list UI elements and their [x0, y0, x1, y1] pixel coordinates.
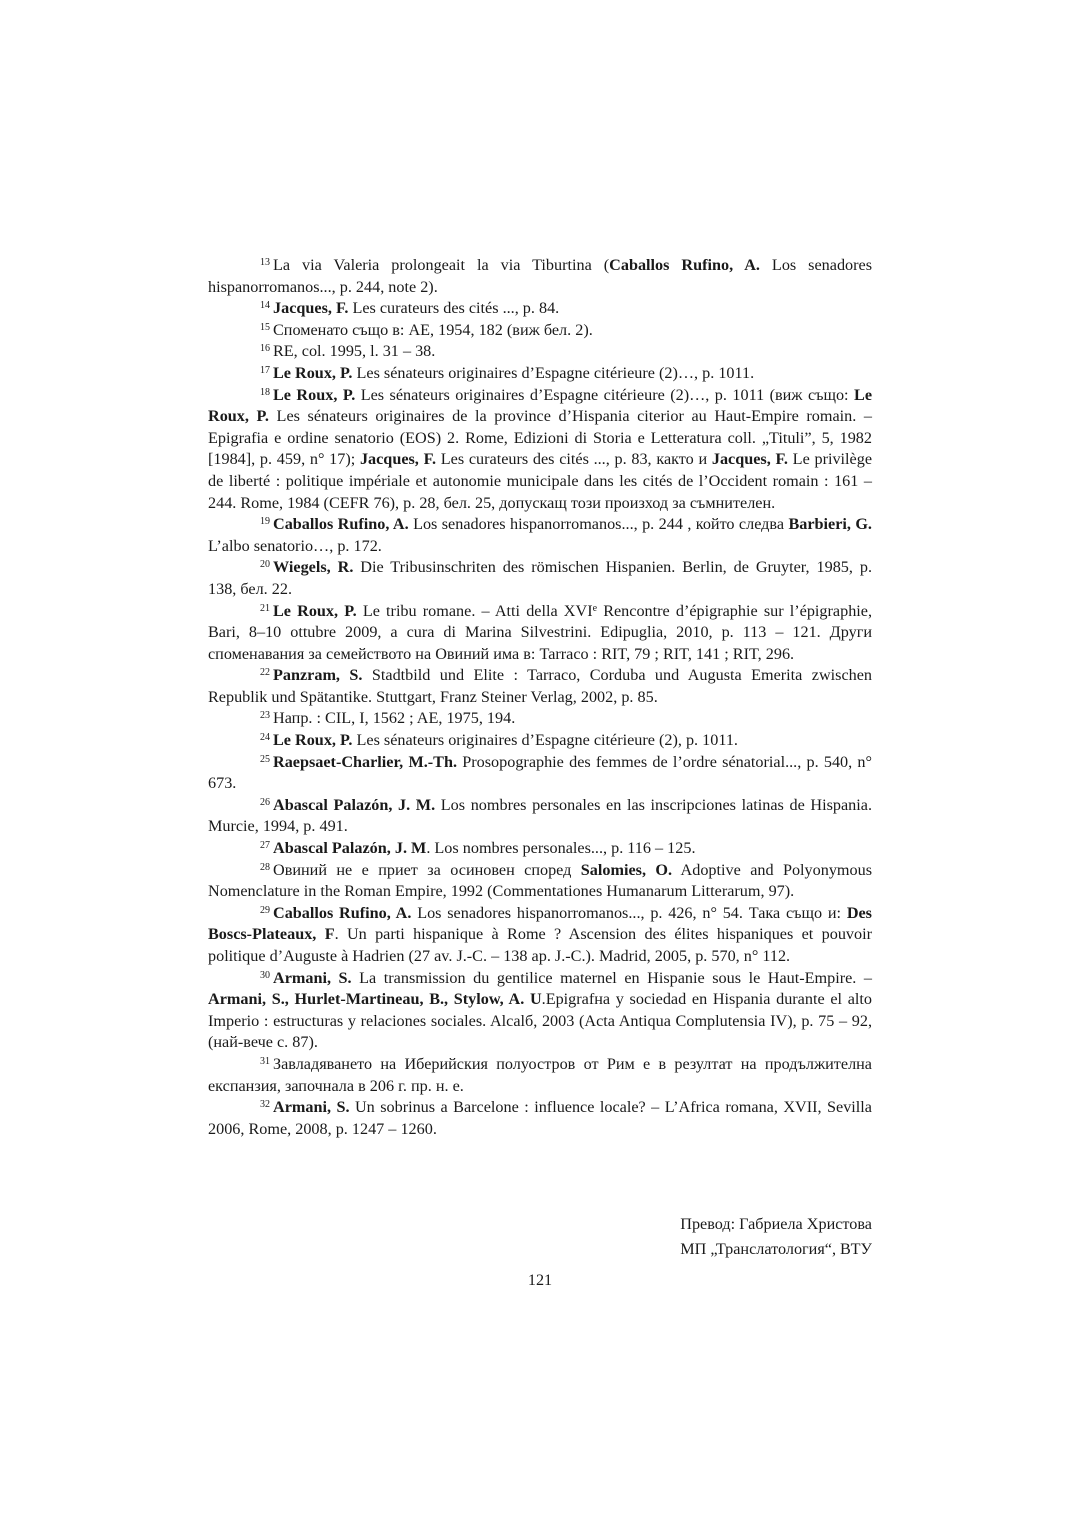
footnote-number: 30	[260, 969, 270, 981]
footnote-text: Споменато също в: AE, 1954, 182 (виж бел. 2).	[273, 320, 593, 339]
footnote	[208, 320, 872, 342]
footnote-number: 21	[260, 602, 270, 614]
footnote-number: 20	[260, 559, 270, 571]
footnote	[208, 1097, 872, 1140]
footnote-text: Овиний не е приет за осиновен според	[273, 860, 581, 879]
footnote-number: 27	[260, 840, 270, 852]
footnote-number: 16	[260, 343, 270, 355]
footnote-text: Rencontre d’épigraphie sur l’épigraphie, Bari, 8–10 ottubre 2009, a cura di Marina Silvestrini. Edipuglia, 2010, p. 113 – 121. Други споменавания за семейството на Овиний има в: Tarraco : RIT, 79 ; RIT, 141 ; RIT, 296.	[208, 601, 873, 663]
footnote-text: Напр. : CIL, I, 1562 ; AE, 1975, 194.	[273, 709, 516, 728]
footnote-text: Stadtbild und Elite : Tarraco, Corduba und Augusta Emerita zwischen Republik und Spätantike. Stuttgart, Franz Steiner Verlag, 2002, p. 85.	[208, 666, 873, 706]
footnote-text: Le privilège de liberté : politique impériale et autonomie municipale dans les cités de l’Occident romain : 161 – 244. Rome, 1984 (CEFR 76), p. 28, бел. 25, допускащ този произход за съмнителен.	[208, 450, 873, 512]
footnote	[208, 341, 872, 363]
footnote	[208, 903, 872, 968]
footnote-text: Le tribu romane. – Atti della XVI	[356, 601, 593, 620]
footnote	[208, 255, 872, 298]
footnote-number: 23	[260, 710, 270, 722]
footnote	[208, 860, 872, 903]
footnote-author: Jacques, F.	[711, 450, 788, 469]
footnote-text: Les curateurs des cités ..., p. 84.	[348, 299, 560, 318]
footnote-text: Los senadores hispanorromanos..., p. 244 , който следва	[408, 515, 789, 534]
footnote-author: Le Roux, P.	[273, 731, 353, 750]
footnote-text: Prosopographie des femmes de l’ordre sénatorial..., p. 540, n° 673.	[208, 752, 872, 793]
footnote-number: 25	[260, 753, 270, 765]
footnote	[208, 968, 872, 1054]
footnote-text: Les sénateurs originaires d’Espagne citérieure (2)…, p. 1011 (виж също:	[355, 385, 855, 404]
footnote-author: Le Roux, P.	[273, 385, 356, 404]
footnote-author: Caballos Rufino, A.	[273, 515, 409, 534]
footnotes	[208, 255, 872, 1140]
footnote-number: 15	[260, 321, 270, 333]
footnote	[208, 708, 872, 730]
footnote-author: Armani, S., Hurlet-Martineau, B., Stylow, A. U	[208, 990, 542, 1009]
footnote	[208, 363, 872, 385]
footnote-author: Armani, S.	[273, 1098, 350, 1117]
footnote-text: . Los nombres personales..., p. 116 – 125.	[426, 839, 696, 858]
footnote-number: 19	[260, 516, 270, 528]
footnote-author: Panzram, S.	[273, 666, 363, 685]
footnote-author: Le Roux, P.	[208, 385, 872, 426]
footnote-text: La via Valeria prolongeait la via Tiburtina (	[273, 256, 610, 274]
footnote	[208, 385, 872, 515]
footnote-author: Raepsaet-Charlier, M.-Th.	[273, 752, 458, 771]
footnote	[208, 838, 872, 860]
footnote-text: Un sobrinus a Barcelone : influence locale? – L’Africa romana, XVII, Sevilla 2006, Rome, 2008, p. 1247 – 1260.	[208, 1098, 872, 1138]
footnote-text: Die Tribusinschriten des römischen Hispanien. Berlin, de Gruyter, 1985, p. 138, бел. 22.	[208, 558, 873, 598]
footnote-author: Caballos Rufino, A.	[609, 256, 760, 274]
footnote-text: e	[592, 602, 598, 614]
footnote-author: Armani, S.	[273, 968, 352, 987]
footnote-text: RE, col. 1995, l. 31 – 38.	[273, 342, 436, 361]
footnote-number: 32	[260, 1099, 270, 1111]
footnote	[208, 730, 872, 752]
footnote	[208, 514, 872, 557]
footnote-text: La transmission du gentilice maternel en Hispanie sous le Haut-Empire. –	[351, 968, 872, 987]
footnote-text: Les sénateurs originaires d’Espagne citérieure (2)…, p. 1011.	[352, 363, 755, 382]
translator-name: Превод: Габриела Христова	[680, 1215, 872, 1233]
footnote	[208, 601, 872, 666]
footnote	[208, 557, 872, 600]
footnote-number: 14	[260, 300, 270, 312]
footnote-text: . Un parti hispanique à Rome ? Ascension des élites hispaniques et pouvoir politique d’Auguste à Hadrien (27 av. J.-C. – 138 ap. J.-C.). Madrid, 2005, p. 570, n° 112.	[208, 925, 872, 965]
footnote-number: 24	[260, 732, 270, 744]
page-number: 121	[527, 1271, 553, 1289]
footnote-text: Adoptive and Polyonymous Nomenclature in the Roman Empire, 1992 (Commentationes Humanarum Litterarum, 97).	[208, 860, 873, 901]
footnote-author: Wiegels, R.	[273, 558, 354, 577]
footnote-text: Los senadores hispanorromanos..., p. 244, note 2).	[208, 256, 873, 296]
translator-affiliation: МП „Транслатология“, ВТУ	[680, 1240, 872, 1258]
footnote-number: 28	[260, 861, 270, 873]
footnote-author: Des Boscs-Plateaux, F	[208, 903, 872, 944]
footnote-author: Abascal Palazón, J. M	[273, 839, 427, 858]
footnote-author: Abascal Palazón, J. M.	[273, 795, 436, 814]
footnote-text: Los nombres personales en las inscripciones latinas de Hispania. Murcie, 1994, p. 491.	[208, 795, 872, 836]
footnote-number: 17	[260, 364, 270, 376]
footnote-number: 13	[260, 257, 270, 268]
footnote-text: .Epigrafнa y sociedad en Hispania durante el alto Imperio : estructuras y relaciones sociales. Alcalб, 2003 (Acta Antiqua Complutensia IV), p. 75 – 92, (най-вече с. 87).	[208, 990, 872, 1052]
footnote-number: 18	[260, 386, 270, 398]
footnote	[208, 1054, 872, 1097]
footnote-text: Les sénateurs originaires d’Espagne citérieure (2), p. 1011.	[352, 731, 738, 750]
footnote-text: L’albo senatorio…, p. 172.	[208, 536, 382, 555]
footnote-author: Salomies, O.	[580, 860, 673, 879]
footnote-author: Le Roux, P.	[273, 363, 353, 382]
footnote-author: Caballos Rufino, A.	[273, 903, 412, 922]
footnote-author: Jacques, F.	[359, 450, 437, 469]
footnote-number: 31	[260, 1055, 270, 1067]
translator-credit	[680, 1212, 872, 1262]
footnote	[208, 298, 872, 320]
footnote-text: Les sénateurs originaires de la province d’Hispania citerior au Haut-Empire romain. – Epigrafia e ordine senatorio (EOS) 2. Rome, Edizioni di Storia e Letteratura coll. „Tituli”, 5, 1982 [1984], p. 459, n° 17);	[208, 407, 872, 469]
footnote-text: Les curateurs des cités ..., p. 83, както и	[436, 450, 712, 469]
footnote-number: 22	[260, 667, 270, 679]
footnote-author: Le Roux, P.	[273, 601, 357, 620]
footnote-text: Los senadores hispanorromanos..., p. 426, n° 54. Така също и:	[411, 903, 847, 922]
footnote-number: 26	[260, 796, 270, 808]
footnote	[208, 752, 872, 795]
footnote-author: Jacques, F.	[273, 299, 349, 318]
footnote	[208, 665, 872, 708]
footnote-author: Barbieri, G.	[788, 515, 872, 534]
footnote-text: Завладяването на Иберийския полуостров от Рим е в резултат на продължителна експанзия, започнала в 206 г. пр. н. е.	[208, 1054, 872, 1095]
footnote	[208, 795, 872, 838]
footnote-number: 29	[260, 904, 270, 916]
